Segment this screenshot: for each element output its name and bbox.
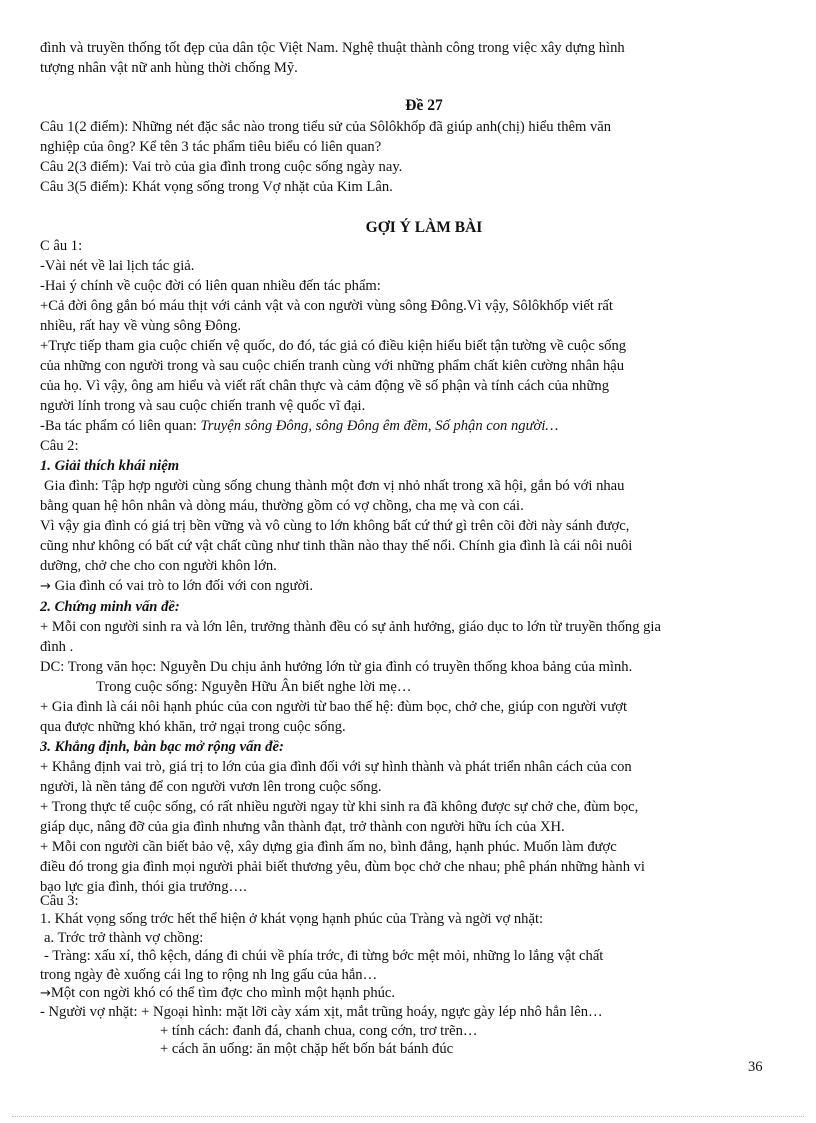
text-line: Gia đình: Tập hợp người cùng sống chung thành một đơn vị nhỏ nhất trong xã hội, gắn bó với nhau (44, 478, 625, 494)
text-line: DC: Trong văn học: Nguyễn Du chịu ảnh hưởng lớn từ gia đình có truyền thống khoa bảng của mình. (40, 659, 633, 675)
text-line: + Mỗi con người sinh ra và lớn lên, trưởng thành đều có sự ảnh hưởng, giáo dục to lớn từ truyền thống gia (40, 619, 661, 635)
text-line: dưỡng, chở che cho con người khôn lớn. (40, 558, 277, 574)
text-line: của họ. Vì vậy, ông am hiểu và viết rất chân thực và cảm động về số phận và tính cách của những (40, 378, 609, 394)
right-arrow-icon: → (40, 579, 51, 594)
answer-2 (40, 436, 808, 897)
conclusion-line (40, 576, 808, 597)
question-line: nghiệp của ông? Kể tên 3 tác phẩm tiêu biểu có liên quan? (40, 139, 382, 155)
section-heading: 3. Khẳng định, bàn bạc mở rộng vấn đề: (40, 739, 284, 755)
works-list: Truyện sông Đông, sông Đông êm đềm, Số phận con người… (200, 418, 559, 434)
text-line: - Tràng: xấu xí, thô kệch, dáng đi chúi về phía trớc, đi từng bớc mệt mỏi, những lo lắng vật chất (44, 948, 604, 965)
text-line: giáp dục, nâng đỡ của gia đình nhưng vẫn thành đạt, trở thành con người hữu ích của XH. (40, 819, 565, 835)
text-line: -Hai ý chính về cuộc đời có liên quan nhiều đến tác phẩm: (40, 278, 381, 294)
conclusion-text: Gia đình có vai trò to lớn đối với con người. (54, 578, 314, 594)
intro-paragraph (40, 38, 808, 78)
text-line: + Mỗi con người cần biết bảo vệ, xây dựng gia đình ấm no, bình đẳng, hạnh phúc. Muốn làm được (40, 839, 617, 855)
text-line: + tính cách: đanh đá, chanh chua, cong cớn, trơ trẽn… (160, 1022, 478, 1039)
text-line: người, là nền tảng để con người vươn lên trong cuộc sống. (40, 779, 382, 795)
answer-3 (40, 892, 808, 1059)
text-line: + cách ăn uống: ăn một chặp hết bốn bát bánh đúc (160, 1041, 454, 1058)
answer-label: Câu 2: (40, 438, 79, 454)
text-line: qua được những khó khăn, trở ngại trong cuộc sống. (40, 719, 346, 735)
text-line: của những con người trong và sau cuộc chiến tranh cùng với những phẩm chất kiên cường nhân hậu (40, 358, 625, 374)
text-line: 1. Khát vọng sống trớc hết thể hiện ở khát vọng hạnh phúc của Tràng và ngời vợ nhặt: (40, 911, 544, 928)
text-line: + Gia đình là cái nôi hạnh phúc của con người từ bao thế hệ: đùm bọc, chở che, giúp con người vượt (40, 699, 628, 715)
arrow-text: Một con ngời khó có thể tìm đợc cho mình một hạnh phúc. (50, 985, 396, 1002)
exam-title: Đề 27 (405, 97, 443, 114)
works-line (40, 416, 808, 436)
text-line: a. Trớc trở thành vợ chồng: (44, 929, 204, 946)
question-line: Câu 1(2 điểm): Những nét đặc sắc nào trong tiểu sử của Sôlôkhốp đã giúp anh(chị) hiểu thêm văn (40, 119, 612, 135)
text-line: cũng như không có bất cứ vật chất cũng như tinh thần nào thay thế nổi. Chính gia đình là cái nôi nuôi (40, 538, 633, 554)
answer-label: Câu 3: (40, 893, 79, 909)
text-line: trong ngày đè xuống cái lng to rộng nh lng gấu của hắn… (40, 966, 378, 983)
text-line: + Trong thực tế cuộc sống, có rất nhiều người ngay từ khi sinh ra đã không được sự chở che, đùm bọc, (40, 799, 639, 815)
arrow-line (40, 984, 808, 1003)
text-line: +Trực tiếp tham gia cuộc chiến vệ quốc, do đó, tác giả có điều kiện hiểu biết tận tường về cuộc sống (40, 338, 627, 354)
text-line: -Vài nét về lai lịch tác giả. (40, 258, 195, 274)
answer-1 (40, 236, 808, 436)
answer-label: C âu 1: (40, 238, 83, 254)
section-heading: 2. Chứng minh vấn đề: (40, 599, 180, 615)
text-line: điều đó trong gia đình mọi người phải biết thương yêu, đùm bọc chở che nhau; phê phán những hành vi (40, 859, 645, 875)
text-line: bạo lực gia đình, thói gia trưởng…. (40, 879, 247, 895)
page-number: 36 (748, 1059, 763, 1075)
question-line: Câu 2(3 điểm): Vai trò của gia đình trong cuộc sống ngày nay. (40, 159, 403, 175)
section-heading: 1. Giải thích khái niệm (40, 458, 180, 474)
guide-title: GỢI Ý LÀM BÀI (365, 219, 483, 236)
text-line: đình và truyền thống tốt đẹp của dân tộc Việt Nam. Nghệ thuật thành công trong việc xây dựng hình (40, 40, 625, 56)
text-line: Vì vậy gia đình có giá trị bền vững và vô cùng to lớn không bất cứ thứ gì trên cõi đời này sánh được, (40, 518, 630, 534)
text-line: Trong cuộc sống: Nguyễn Hữu Ân biết nghe lời mẹ… (96, 679, 412, 695)
wife-line (40, 1003, 808, 1021)
text-line: bằng quan hệ hôn nhân và dòng máu, thường gồm có vợ chồng, cha mẹ và con cái. (40, 498, 524, 514)
right-arrow-icon: → (40, 986, 51, 1002)
text-line: nhiều, rất hay về vùng sông Đông. (40, 318, 242, 334)
exam-questions (40, 117, 808, 197)
text-line: đình . (40, 639, 74, 655)
text-line: + Ngoại hình: mặt lỡi cày xám xịt, mắt trũng hoáy, ngực gày lép nhô hẳn lên… (141, 1004, 603, 1021)
text-line: người lính trong và sau cuộc chiến tranh vệ quốc vĩ đại. (40, 398, 366, 414)
footer-divider (12, 1116, 804, 1117)
works-prefix: -Ba tác phẩm có liên quan: (40, 418, 201, 434)
text-line: + Khẳng định vai trò, giá trị to lớn của gia đình đối với sự hình thành và phát triển nhân cách của con (40, 759, 632, 775)
text-line: +Cả đời ông gắn bó máu thịt với cảnh vật và con người vùng sông Đông.Vì vậy, Sôlôkhốp viết rất (40, 298, 613, 314)
question-line: Câu 3(5 điểm): Khát vọng sống trong Vợ nhặt của Kim Lân. (40, 179, 393, 195)
text-line: tượng nhân vật nữ anh hùng thời chống Mỹ. (40, 60, 298, 76)
wife-prefix: - Người vợ nhặt: (40, 1004, 142, 1021)
